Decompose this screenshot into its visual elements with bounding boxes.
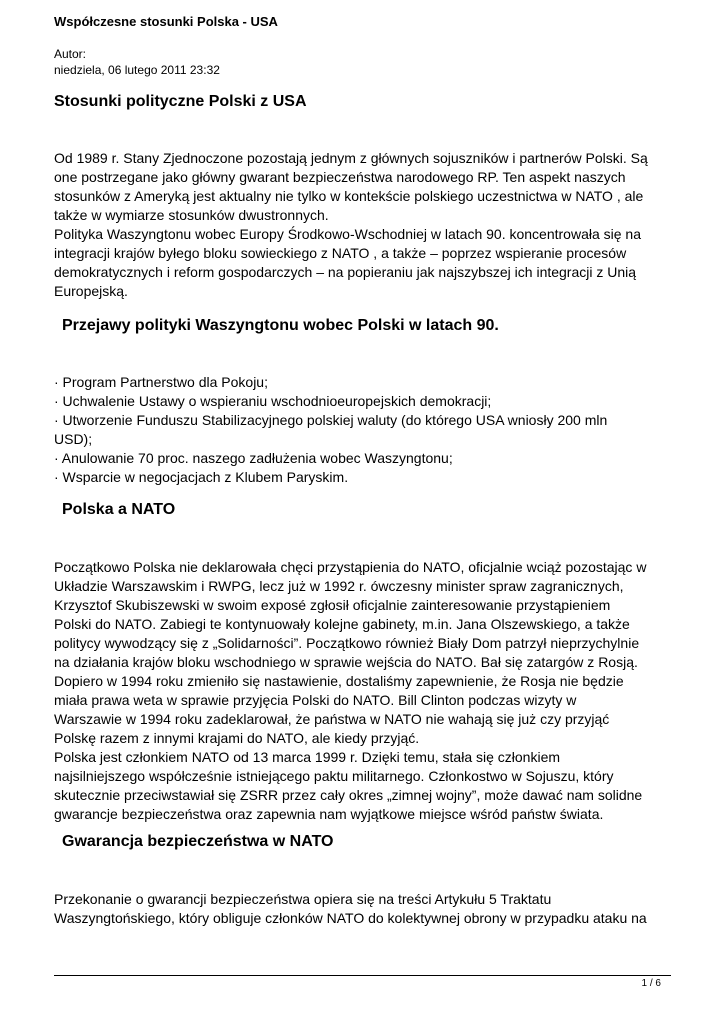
list-item: · Uchwalenie Ustawy o wspieraniu wschodnioeuropejskich demokracji;: [54, 393, 492, 409]
text-line: Przekonanie o gwarancji bezpieczeństwa opiera się na treści Artykułu 5 Traktatu: [54, 891, 552, 907]
text-line: skutecznie przeciwstawiał się ZSRR przez cały okres „zimnej wojny”, może dawać nam solidne: [54, 787, 643, 803]
author-label: Autor:: [54, 47, 87, 61]
text-line: gwarancje bezpieczeństwa oraz zapewnia nam wyjątkowe miejsce wśród państw świata.: [54, 806, 604, 822]
text-line: Europejską.: [54, 283, 128, 299]
publish-date: niedziela, 06 lutego 2011 23:32: [54, 63, 220, 77]
list-item: · Anulowanie 70 proc. naszego zadłużenia wobec Waszyngtonu;: [54, 450, 453, 466]
footer-divider: [54, 975, 671, 976]
text-line: Polskę razem z innymi krajami do NATO, ale kiedy przyjąć.: [54, 730, 420, 746]
text-line: Układzie Warszawskim i RWPG, lecz już w 1992 r. ówczesny minister spraw zagranicznych,: [54, 578, 624, 594]
text-line: Polski do NATO. Zabiegi te kontynuowały kolejne gabinety, m.in. Jana Olszewskiego, a także: [54, 616, 630, 632]
section-heading-nato-security: Gwarancja bezpieczeństwa w NATO: [62, 833, 334, 850]
text-line: Krzysztof Skubiszewski w swoim exposé zgłosił oficjalnie zainteresowanie przystąpieniem: [54, 597, 611, 613]
washington-policy-list: [54, 373, 679, 487]
text-line: Waszyngtońskiego, który obliguje członków NATO do kolektywnej obrony w przypadku ataku na: [54, 910, 647, 926]
text-line: Dopiero w 1994 roku zmieniło się nastawienie, dostaliśmy zapewnienie, że Rosja nie będzie: [54, 673, 624, 689]
text-line: na działania krajów bloku wschodniego w sprawie wejścia do NATO. Bał się zatargów z Rosją.: [54, 654, 638, 670]
article-meta: [54, 46, 220, 78]
text-line: Początkowo Polska nie deklarowała chęci przystąpienia do NATO, oficjalnie wciąż pozostając w: [54, 559, 647, 575]
list-item: · Wsparcie w negocjacjach z Klubem Paryskim.: [54, 469, 349, 485]
text-line: Polityka Waszyngtonu wobec Europy Środkowo-Wschodniej w latach 90. koncentrowała się na: [54, 226, 642, 242]
document-header-title: Współczesne stosunki Polska - USA: [54, 14, 278, 29]
text-line: demokratycznych i reform gospodarczych – na popieraniu jak najszybszej ich integracji z Unią: [54, 264, 637, 280]
poland-nato-paragraph: [54, 558, 679, 824]
text-line: miała prawa weta w sprawie przyjęcia Polski do NATO. Bill Clinton podczas wizyty w: [54, 692, 577, 708]
section-heading-washington-policy: Przejawy polityki Waszyngtonu wobec Polski w latach 90.: [62, 317, 499, 334]
text-line: Od 1989 r. Stany Zjednoczone pozostają jednym z głównych sojuszników i partnerów Polski. Są: [54, 150, 648, 166]
section-heading-poland-nato: Polska a NATO: [62, 501, 176, 518]
nato-security-paragraph: [54, 890, 679, 928]
list-item: USD);: [54, 431, 93, 447]
article-title: Stosunki polityczne Polski z USA: [54, 93, 307, 110]
text-line: politycy wywodzący się z „Solidarności”. Początkowo również Biały Dom patrzył nieprzychylnie: [54, 635, 640, 651]
text-line: integracji krajów byłego bloku sowieckiego z NATO , a także – poprzez wspieranie procesów: [54, 245, 627, 261]
text-line: najsilniejszego współcześnie istniejącego paktu militarnego. Członkostwo w Sojuszu, który: [54, 768, 614, 784]
list-item: · Utworzenie Funduszu Stabilizacyjnego polskiej waluty (do którego USA wniosły 200 mln: [54, 412, 608, 428]
text-line: także w wymiarze stosunków dwustronnych.: [54, 207, 329, 223]
text-line: Warszawie w 1994 roku zadeklarował, że państwa w NATO nie wahają się już czy przyjąć: [54, 711, 610, 727]
page-number: 1 / 6: [641, 978, 661, 989]
text-line: one postrzegane jako główny gwarant bezpieczeństwa narodowego RP. Ten aspekt naszych: [54, 169, 626, 185]
text-line: Polska jest członkiem NATO od 13 marca 1999 r. Dzięki temu, stała się członkiem: [54, 749, 561, 765]
text-line: stosunków z Ameryką jest aktualny nie tylko w kontekście polskiego uczestnictwa w NATO , ale: [54, 188, 644, 204]
intro-paragraph: [54, 149, 679, 301]
list-item: · Program Partnerstwo dla Pokoju;: [54, 374, 268, 390]
